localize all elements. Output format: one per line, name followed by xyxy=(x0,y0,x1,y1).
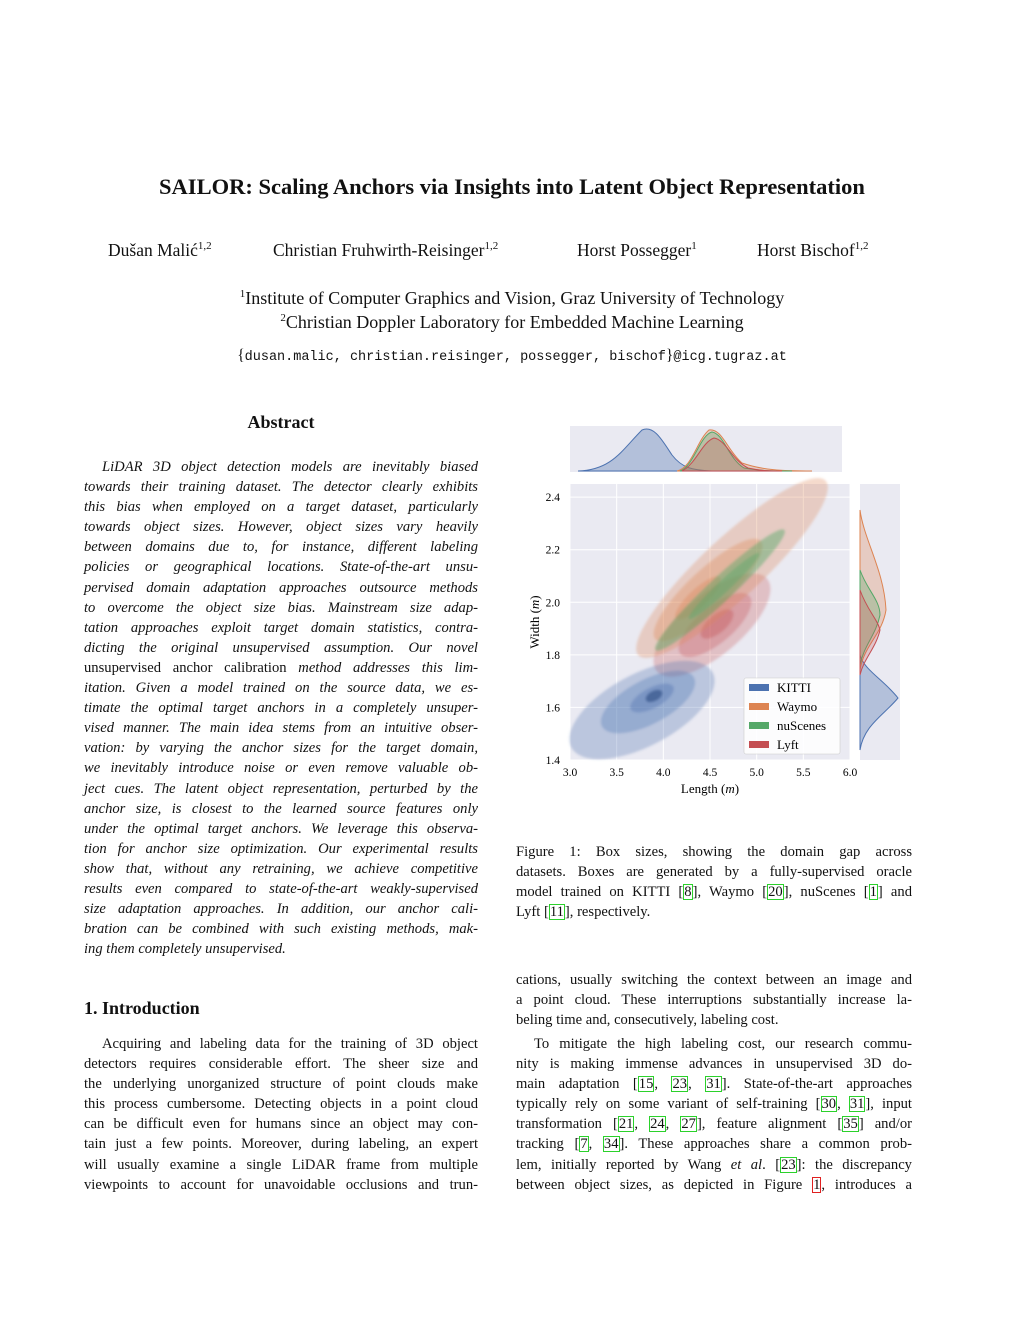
x-tick-label: 3.5 xyxy=(609,767,624,779)
y-tick-label: 2.0 xyxy=(545,597,560,610)
x-tick-label: 5.5 xyxy=(796,767,811,779)
x-tick-label: 5.0 xyxy=(749,767,764,779)
y-tick-label: 1.6 xyxy=(545,702,560,715)
paper-title: SAILOR: Scaling Anchors via Insights into Latent Object Representation xyxy=(159,174,865,199)
abstract-body: LiDAR 3D object detection models are inevitably biased towards their training dataset. The detector clearly exhibits this bias when employed on a target dataset, particularly towards object sizes. However, object sizes vary heavily between domains due to, for instance, different labeling policies or geographical locations. State-of-the-art unsu- pervised domain adaptation approaches outsource methods to overcome the object size bias. Mainstream size adap- tation approaches exploit target domain statistics, contra- dicting the original unsupervised assumption. Our novel unsupervised anchor calibration method addresses this lim- itation. Given a model trained on the source data, we es- timate the optimal target anchors in a completely unsuper- vised manner. The main idea stems from an intuitive obser- vation: by varying the anchor sizes for the target domain, we inevitably introduce noise or even remove valuable ob- ject cues. The latent object representation, perturbed by the anchor size, is closest to the learned source features only under the optimal target anchors. We leverage this observa- tion for anchor size optimization. Our experimental results show that, without any retraining, we achieve competitive results even compared to state-of-the-art weakly-supervised size adaptation approaches. In addition, our anchor cali- bration can be combined with such existing methods, mak- ing them completely unsupervised. xyxy=(84,459,479,958)
y-axis-label: Width (m) xyxy=(527,595,542,649)
legend-swatch-kitti xyxy=(749,684,769,691)
citation-link[interactable]: 30 xyxy=(821,1096,837,1113)
affiliation-1: $^1$Institute of Computer Graphics and Vision, Graz University of Technology xyxy=(239,288,785,308)
legend-swatch-waymo xyxy=(749,703,769,710)
legend-label-waymo: Waymo xyxy=(777,699,818,714)
y-tick-label: 2.2 xyxy=(545,544,560,557)
y-tick-labels xyxy=(546,492,561,767)
citation-link[interactable]: 7 xyxy=(580,1136,588,1153)
figure-1-chart xyxy=(512,420,912,805)
affiliation-2: $^2$Christian Doppler Laboratory for Embedded Machine Learning xyxy=(280,312,744,332)
legend-swatch-lyft xyxy=(749,741,769,748)
author-1: Dušan Malić$^{1,2}$ xyxy=(108,240,212,260)
citation-link[interactable]: 27 xyxy=(681,1116,696,1133)
citation-link[interactable]: 23 xyxy=(672,1076,688,1093)
citation-link[interactable]: 15 xyxy=(638,1076,654,1093)
citation-link[interactable]: 20 xyxy=(768,884,783,901)
figure-reference-link[interactable]: 1 xyxy=(813,1176,821,1193)
y-tick-label: 1.8 xyxy=(545,649,560,662)
author-3: Horst Possegger$^1$ xyxy=(577,240,697,260)
author-2: Christian Fruhwirth-Reisinger$^{1,2}$ xyxy=(273,240,499,260)
legend-label-kitti: KITTI xyxy=(777,680,811,695)
citation-link[interactable]: 23 xyxy=(781,1156,796,1173)
x-axis-label: Length (m) xyxy=(680,781,740,796)
x-tick-labels xyxy=(563,767,858,779)
right-column-paragraph-1: cations, usually switching the context between an image and a point cloud. These interruptions substantially increase la- beling time and, consecutively, labeling cost. xyxy=(516,972,912,1029)
introduction-body: Acquiring and labeling data for the training of 3D object detectors requires considerable effort. The sheer size and the underlying unorganized structure of point clouds make this process cumbersome. Detecting objects in a point cloud can be difficult even for humans since an object may con- tain just a few points. Moreover, during labeling, an expert will usually examine a single LiDAR frame from multiple viewpoints to account for unavoidable occlusions and trun- xyxy=(84,1036,478,1193)
legend-label-lyft: Lyft xyxy=(777,737,799,752)
citation-link[interactable]: 35 xyxy=(843,1116,858,1133)
y-tick-label: 1.4 xyxy=(545,755,560,767)
legend-swatch-nuscenes xyxy=(749,722,769,729)
citation-link[interactable]: 11 xyxy=(549,904,564,921)
citation-link[interactable]: 31 xyxy=(849,1096,865,1113)
author-emails: {dusan.malic, christian.reisinger, possegger, bischof}@icg.tugraz.at xyxy=(237,347,787,365)
citation-link[interactable]: 1 xyxy=(869,884,877,901)
citation-link[interactable]: 31 xyxy=(706,1076,721,1093)
citation-link[interactable]: 34 xyxy=(603,1136,619,1153)
citation-link[interactable]: 8 xyxy=(684,884,692,901)
x-tick-label: 4.0 xyxy=(656,767,671,779)
x-tick-label: 3.0 xyxy=(562,767,578,779)
author-4: Horst Bischof$^{1,2}$ xyxy=(757,240,869,260)
x-tick-label: 4.5 xyxy=(702,767,718,779)
y-tick-label: 2.4 xyxy=(545,492,560,505)
section-heading-introduction: 1. Introduction xyxy=(84,998,200,1018)
x-tick-label: 6.0 xyxy=(842,767,858,779)
abstract-heading: Abstract xyxy=(247,412,315,432)
legend-label-nuscenes: nuScenes xyxy=(777,718,827,733)
legend xyxy=(744,678,840,754)
right-column-paragraph-2: To mitigate the high labeling cost, our research commu- nity is making immense advances in unsupervised 3D do- main adaptation [15, 23, 31]. State-of-the-art approaches typically rely on some variant of self-training [30, 31], input transformation [21, 24, 27], feature alignment [35] and/or tracking [7, 34]. These approaches share a common prob- lem, initially reported by Wang et al. [23]: the discrepancy between object sizes, as depicted in Figure 1, introduces a xyxy=(516,1036,913,1193)
figure-1-caption: Figure 1: Box sizes, showing the domain gap across datasets. Boxes are generated by a fully-supervised oracle model trained on KITTI [8], Waymo [20], nuScenes [1] and Lyft [11], respectively. xyxy=(516,844,912,921)
citation-link[interactable]: 24 xyxy=(650,1116,665,1133)
citation-link[interactable]: 21 xyxy=(618,1116,634,1133)
